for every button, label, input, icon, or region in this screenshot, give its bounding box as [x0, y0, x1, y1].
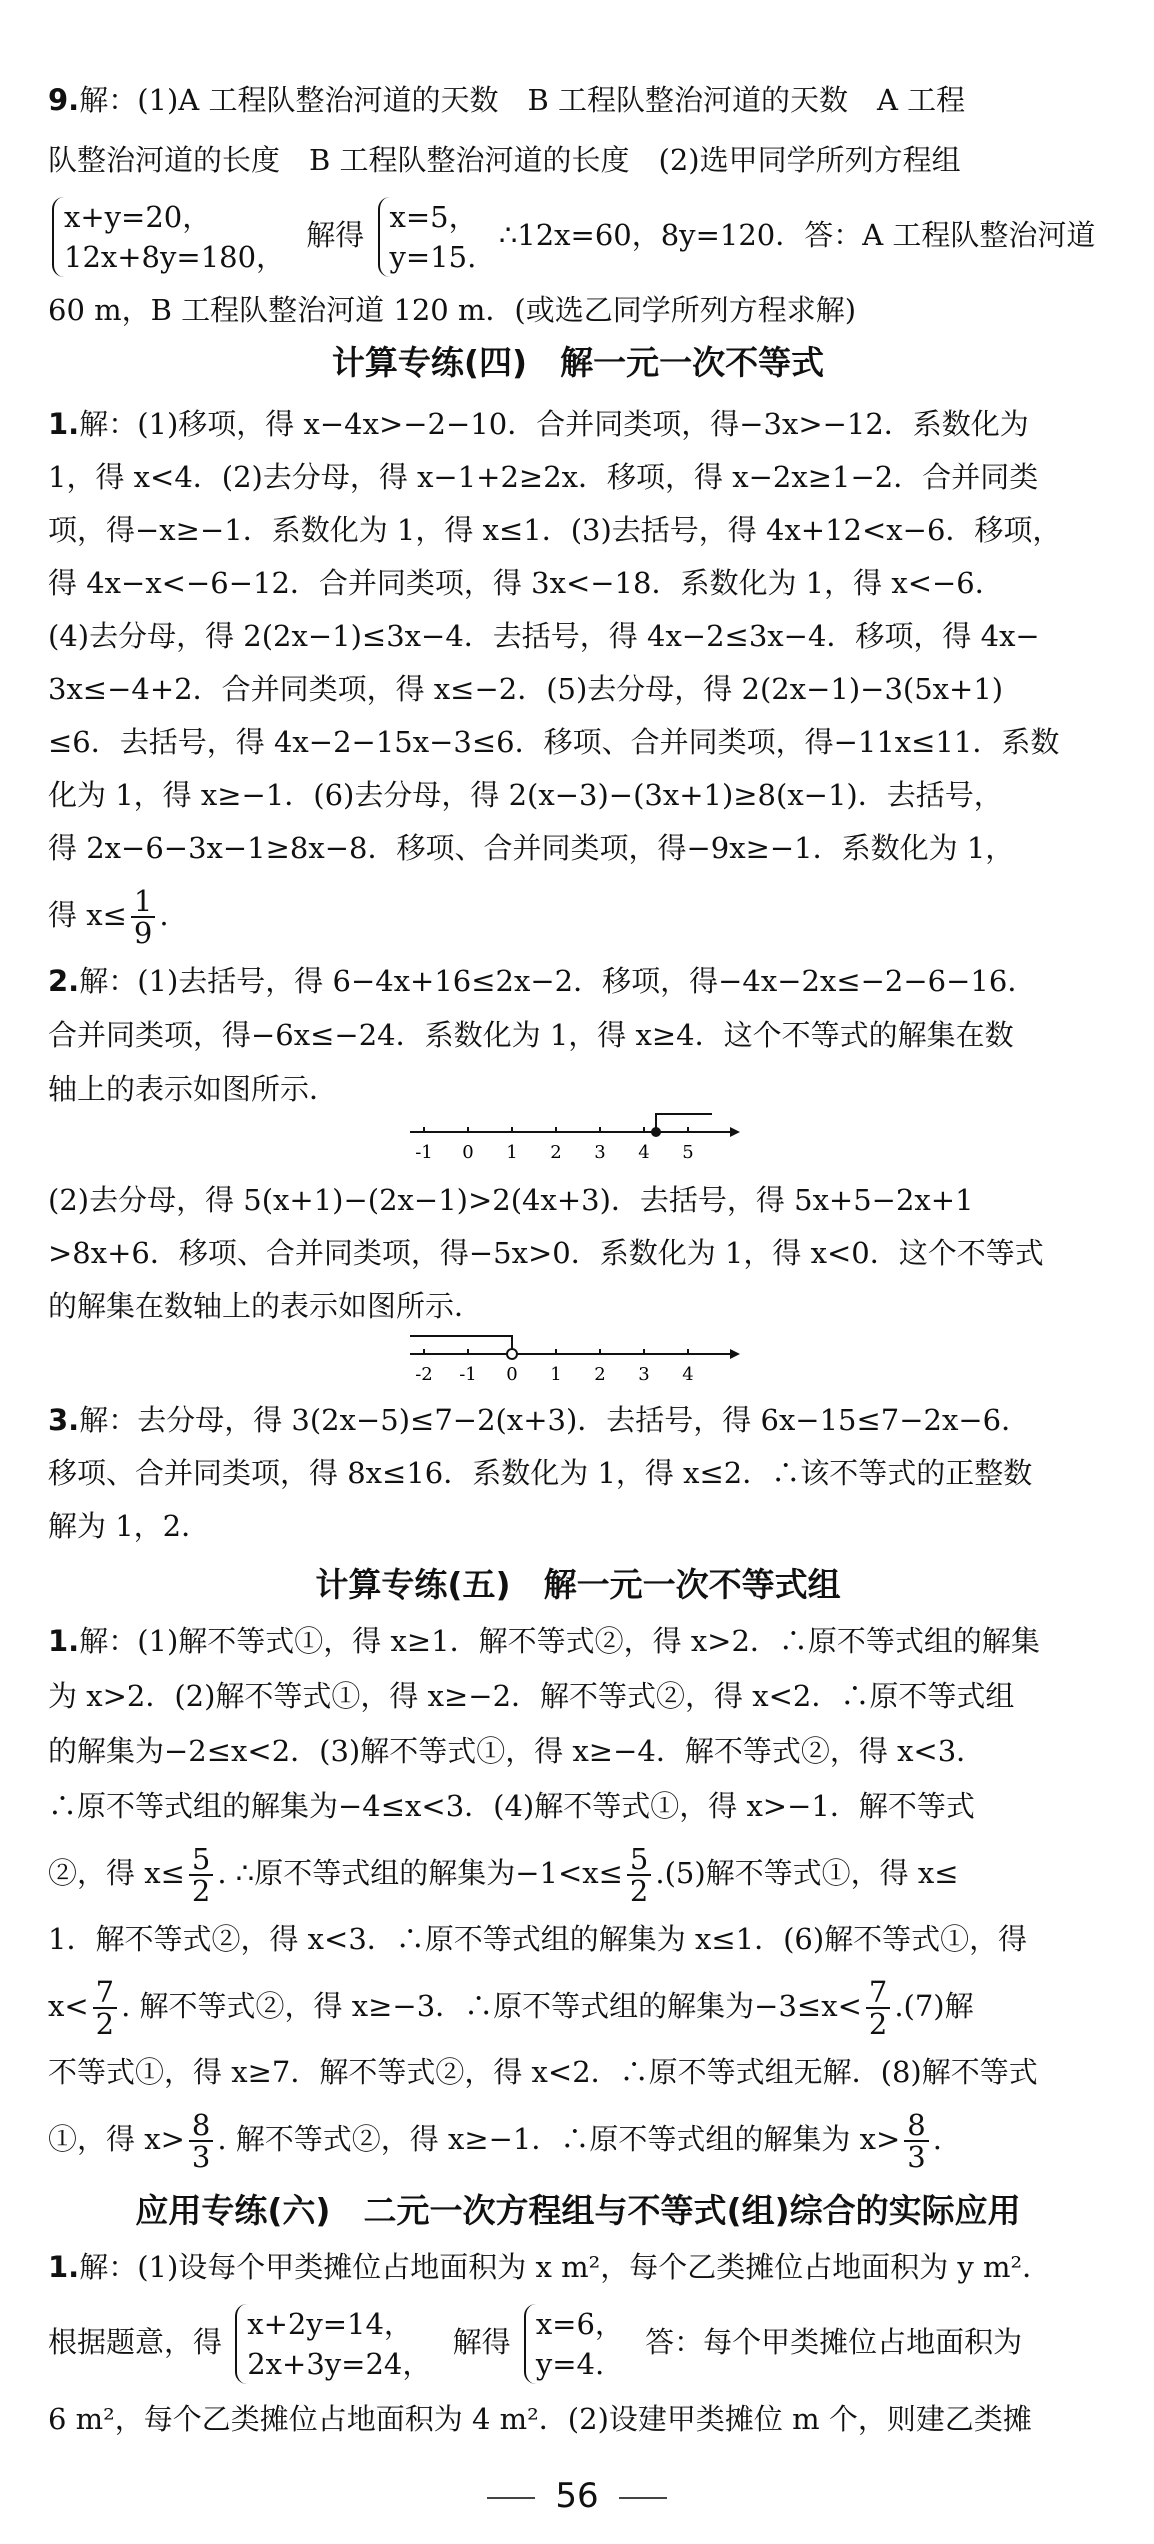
text-line: x< $\frac{7}{2}$ . 解不等式②，得 x≥−3．∴原不等式组的解集为−3≤x< $\frac{7}{2}$ .(7)解	[48, 1975, 974, 2041]
s4-problem-2: 2.解：(1)去括号，得 6−4x+16≤2x−2．移项，得−4x−2x≤−2−6−16． 合并同类项，得−6x≤−24．系数化为 1，得 x≥4．这个不等式的解集在数 轴上的表示如图所示．	[48, 954, 1108, 1116]
section-heading-4: 计算专练(四) 解一元一次不等式	[331, 343, 825, 382]
text-line: (2)去分母，得 5(x+1)−(2x−1)>2(4x+3)．去括号，得 5x+5−2x+1	[48, 1183, 974, 1217]
equation-line: x+y=20， 12x+8y=180， 解得 x=5， y=15. ∴12x=60，8y=120．答：A 工程队整治河道	[48, 190, 1108, 280]
text-line: 不等式①，得 x≥7．解不等式②，得 x<2．∴原不等式组无解．(8)解不等式	[48, 2055, 1038, 2089]
equation-system: x+2y=14， 2x+3y=24，	[235, 2304, 439, 2384]
problem-9	[48, 70, 1108, 340]
text-line: ∴原不等式组的解集为−4≤x<3．(4)解不等式①，得 x>−1．解不等式	[48, 1789, 975, 1823]
text-line: 3x≤−4+2．合并同类项，得 x≤−2．(5)去分母，得 2(2x−1)−3(5x+1)	[48, 672, 1004, 706]
solution-ray	[656, 1114, 712, 1132]
fraction: $\frac{8}{3}$	[189, 2110, 213, 2172]
s4-problem-2-part2	[48, 1174, 1108, 1333]
text-line: 队整治河道的长度 B 工程队整治河道的长度 (2)选甲同学所列方程组	[48, 143, 961, 177]
equation-system: x+y=20， 12x+8y=180，	[52, 197, 293, 277]
text-line: (4)去分母，得 2(2x−1)≤3x−4．去括号，得 4x−2≤3x−4．移项，得 4x−	[48, 619, 1040, 653]
text-line: 得 2x−6−3x−1≥8x−8．移项、合并同类项，得−9x≥−1．系数化为 1，	[48, 831, 1015, 865]
problem-number: 1.	[48, 2250, 80, 2284]
solution-system: x=5， y=15.	[378, 197, 486, 277]
text-line: >8x+6．移项、合并同类项，得−5x>0．系数化为 1，得 x<0．这个不等式	[48, 1236, 1044, 1270]
problem-number: 2.	[48, 964, 80, 998]
text-line: 解为 1，2．	[48, 1509, 211, 1543]
open-point	[507, 1349, 517, 1359]
solution-system: x=6， y=4.	[524, 2304, 632, 2384]
text-line: 得 x≤ $\frac{1}{9}$ .	[48, 884, 169, 950]
problem-number: 3.	[48, 1403, 80, 1437]
text-line: 项，得−x≥−1．系数化为 1，得 x≤1．(3)去括号，得 4x+12<x−6．移项，	[48, 513, 1062, 547]
axis-tick-label: 4	[638, 1142, 650, 1163]
text-line: 1，得 x<4．(2)去分母，得 x−1+2≥2x．移项，得 x−2x≥1−2．合并同类	[48, 460, 1039, 494]
axis-tick-label: 2	[550, 1142, 562, 1163]
fraction: $\frac{8}{3}$	[904, 2110, 928, 2172]
axis-tick-label: -2	[415, 1364, 433, 1385]
text-line: 得 4x−x<−6−12．合并同类项，得 3x<−18．系数化为 1，得 x<−6．	[48, 566, 1004, 600]
s6-problem-1: 1.解：(1)设每个甲类摊位占地面积为 x m²，每个乙类摊位占地面积为 y m²． 根据题意，得 x+2y=14， 2x+3y=24， 解得 x=6， y=4. 答：每个甲类摊位占地面积为 6 m²，每个乙类摊位占地面积为 4 m²．(2)设建甲类摊位 m 个，则建乙类摊	[48, 2240, 1108, 2448]
text-line: 为 x>2．(2)解不等式①，得 x≥−2．解不等式②，得 x<2．∴原不等式组	[48, 1679, 1015, 1713]
fraction: $\frac{7}{2}$	[93, 1977, 117, 2039]
fraction: $\frac{1}{9}$	[131, 886, 155, 948]
text-line: ≤6．去括号，得 4x−2−15x−3≤6．移项、合并同类项，得−11x≤11．系数	[48, 725, 1060, 759]
problem-number: 9.	[48, 83, 80, 117]
axis-tick-label: 3	[594, 1142, 606, 1163]
text-line: 轴上的表示如图所示．	[48, 1072, 339, 1106]
axis-tick-label: -1	[415, 1142, 433, 1163]
page-number: 56	[0, 2476, 1154, 2516]
text-line: 的解集为−2≤x<2．(3)解不等式①，得 x≥−4．解不等式②，得 x<3．	[48, 1734, 986, 1768]
axis-tick-label: 1	[550, 1364, 562, 1385]
text-line: ②，得 x≤ $\frac{5}{2}$ . ∴原不等式组的解集为−1<x≤ $\frac{5}{2}$ .(5)解不等式①，得 x≤	[48, 1842, 959, 1908]
axis-tick-label: 0	[506, 1364, 518, 1385]
closed-point	[651, 1127, 661, 1137]
text-line: 60 m，B 工程队整治河道 120 m．(或选乙同学所列方程求解)	[48, 293, 857, 327]
number-line-1	[400, 1108, 740, 1172]
axis-tick-label: 1	[506, 1142, 518, 1163]
axis-tick-label: -1	[459, 1364, 477, 1385]
text-line: 解：(1)A 工程队整治河道的天数 B 工程队整治河道的天数 A 工程	[79, 83, 966, 117]
s4-problem-3: 3.解：去分母，得 3(2x−5)≤7−2(x+3)．去括号，得 6x−15≤7−2x−6． 移项、合并同类项，得 8x≤16．系数化为 1，得 x≤2．∴该不等式的正整数 解为 1，2．	[48, 1394, 1108, 1553]
axis-tick-label: 3	[638, 1364, 650, 1385]
equation-line: 根据题意，得 x+2y=14， 2x+3y=24， 解得 x=6， y=4. 答：每个甲类摊位占地面积为	[48, 2294, 1108, 2390]
axis-tick-label: 5	[682, 1142, 694, 1163]
solution-ray	[410, 1336, 512, 1354]
axis-tick-label: 2	[594, 1364, 606, 1385]
section-heading-5: 计算专练(五) 解一元一次不等式组	[315, 1565, 841, 1604]
text-line: 移项、合并同类项，得 8x≤16．系数化为 1，得 x≤2．∴该不等式的正整数	[48, 1456, 1033, 1490]
text-line: 合并同类项，得−6x≤−24．系数化为 1，得 x≥4．这个不等式的解集在数	[48, 1018, 1014, 1052]
text-line: 化为 1，得 x≥−1．(6)去分母，得 2(x−3)−(3x+1)≥8(x−1)．去括号，	[48, 778, 1003, 812]
section-heading-6: 应用专练(六) 二元一次方程组与不等式(组)综合的实际应用	[135, 2191, 1021, 2230]
text-line: 的解集在数轴上的表示如图所示．	[48, 1289, 484, 1323]
fraction: $\frac{7}{2}$	[866, 1977, 890, 2039]
s5-problem-1: 1.解：(1)解不等式①，得 x≥1．解不等式②，得 x>2．∴原不等式组的解集 为 x>2．(2)解不等式①，得 x≥−2．解不等式②，得 x<2．∴原不等式组 的解集为−2≤x<2．(3)解不等式①，得 x≥−4．解不等式②，得 x<3． ∴原不等式组的解集为−4≤x<3．(4)解不等式①，得 x>−1．解不等式 ②，得 x≤ $\frac{5}{2}$ . ∴原不等式组的解集为−1<x≤ $\frac{5}{2}$ .(5)解不等式①，得 x≤ 1．解不等式②，得 x<3．∴原不等式组的解集为 x≤1．(6)解不等式①，得 x< $\frac{7}{2}$ . 解不等式②，得 x≥−3．∴原不等式组的解集为−3≤x< $\frac{7}{2}$ .(7)解 不等式①，得 x≥7．解不等式②，得 x<2．∴原不等式组无解．(8)解不等式 ①，得 x> $\frac{8}{3}$ . 解不等式②，得 x≥−1．∴原不等式组的解集为 x> $\frac{8}{3}$ .	[48, 1614, 1108, 2178]
s4-problem-1: 1.解：(1)移项，得 x−4x>−2−10．合并同类项，得−3x>−12．系数化为 1，得 x<4．(2)去分母，得 x−1+2≥2x．移项，得 x−2x≥1−2．合并同类 项，得−x≥−1．系数化为 1，得 x≤1．(3)去括号，得 4x+12<x−6．移项， 得 4x−x<−6−12．合并同类项，得 3x<−18．系数化为 1，得 x<−6． (4)去分母，得 2(2x−1)≤3x−4．去括号，得 4x−2≤3x−4．移项，得 4x− 3x≤−4+2．合并同类项，得 x≤−2．(5)去分母，得 2(2x−1)−3(5x+1) ≤6．去括号，得 4x−2−15x−3≤6．移项、合并同类项，得−11x≤11．系数 化为 1，得 x≥−1．(6)去分母，得 2(x−3)−(3x+1)≥8(x−1)．去括号， 得 2x−6−3x−1≥8x−8．移项、合并同类项，得−9x≥−1．系数化为 1， 得 x≤ $\frac{1}{9}$ .	[48, 398, 1108, 955]
fraction: $\frac{5}{2}$	[627, 1844, 651, 1906]
problem-number: 1.	[48, 407, 80, 441]
text-line: 6 m²，每个乙类摊位占地面积为 4 m²．(2)设建甲类摊位 m 个，则建乙类摊	[48, 2402, 1032, 2436]
text-line: ①，得 x> $\frac{8}{3}$ . 解不等式②，得 x≥−1．∴原不等式组的解集为 x> $\frac{8}{3}$ .	[48, 2108, 942, 2174]
axis-tick-label: 4	[682, 1364, 694, 1385]
number-line-2	[400, 1330, 740, 1394]
axis-tick-label: 0	[462, 1142, 474, 1163]
fraction: $\frac{5}{2}$	[189, 1844, 213, 1906]
text-line: 1．解不等式②，得 x<3．∴原不等式组的解集为 x≤1．(6)解不等式①，得	[48, 1922, 1028, 1956]
problem-number: 1.	[48, 1624, 80, 1658]
